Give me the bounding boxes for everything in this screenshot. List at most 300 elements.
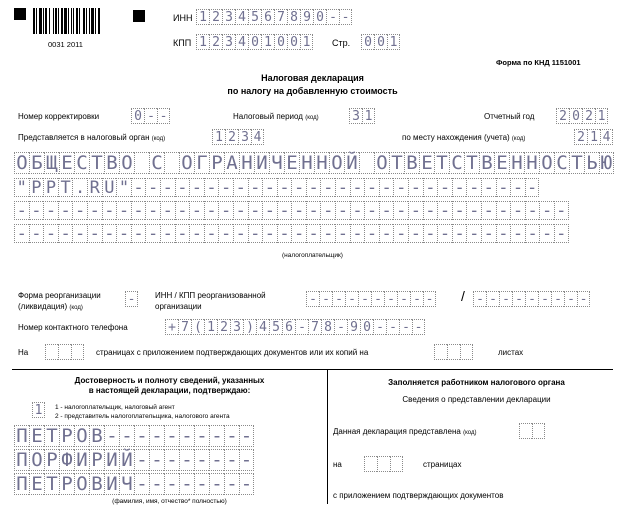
reorg-form-label: Форма реорганизации	[18, 291, 101, 300]
char-cell: -	[423, 178, 438, 197]
char-cell: 4	[251, 129, 264, 145]
char-cell: 1	[196, 9, 209, 25]
char-cell: -	[160, 224, 175, 243]
char-cell: 6	[261, 9, 274, 25]
char-cell: -	[87, 224, 102, 243]
char-cell: -	[335, 201, 350, 220]
char-cell: 1	[204, 319, 217, 335]
char-cell: -	[204, 178, 219, 197]
char-cell: -	[408, 224, 423, 243]
section-divider-vertical	[327, 369, 328, 504]
char-cell: -	[496, 201, 511, 220]
char-cell: -	[499, 291, 512, 307]
sheets-cells[interactable]	[434, 344, 473, 360]
char-cell: -	[194, 449, 209, 471]
char-cell: Й	[119, 449, 134, 471]
char-cell: И	[254, 152, 269, 174]
char-cell: О	[539, 152, 554, 174]
char-cell: Н	[509, 152, 524, 174]
char-cell: 1	[196, 34, 209, 50]
registration-marker-top-left	[14, 8, 26, 20]
char-cell: 1	[387, 34, 400, 50]
char-cell	[134, 152, 149, 174]
char-cell: -	[408, 178, 423, 197]
char-cell: P	[43, 178, 58, 197]
char-cell: 2	[209, 9, 222, 25]
char-cell: Ч	[269, 152, 284, 174]
char-cell: -	[345, 291, 358, 307]
char-cell: -	[233, 201, 248, 220]
char-cell: -	[481, 178, 496, 197]
signer-option-2: 2 - представитель налогоплательщика, налогового агента	[55, 413, 230, 420]
char-cell: 2	[225, 129, 238, 145]
char-cell: -	[510, 224, 525, 243]
char-cell: -	[496, 178, 511, 197]
pages-suffix: листах	[498, 348, 524, 357]
char-cell: -	[306, 291, 319, 307]
year-label: Отчетный год	[484, 112, 535, 121]
pages-cells[interactable]	[45, 344, 84, 360]
char-cell: В	[479, 152, 494, 174]
char-cell: -	[160, 201, 175, 220]
char-cell	[532, 423, 545, 439]
char-cell: -	[386, 319, 399, 335]
char-cell: -	[466, 224, 481, 243]
char-cell: -	[291, 178, 306, 197]
char-cell: -	[277, 224, 292, 243]
char-cell: -	[14, 201, 29, 220]
char-cell: Е	[29, 473, 44, 495]
char-cell: -	[423, 201, 438, 220]
char-cell: 7	[308, 319, 321, 335]
char-cell: Ч	[119, 473, 134, 495]
char-cell: -	[334, 319, 347, 335]
char-cell: -	[131, 224, 146, 243]
char-cell: -	[175, 224, 190, 243]
char-cell: 0	[360, 319, 373, 335]
period-label-text: Налоговый период	[233, 112, 303, 121]
char-cell: -	[350, 201, 365, 220]
char-cell: -	[102, 201, 117, 220]
char-cell: -	[335, 178, 350, 197]
char-cell: Т	[89, 152, 104, 174]
char-cell: Н	[299, 152, 314, 174]
char-cell: -	[437, 201, 452, 220]
char-cell: -	[525, 224, 540, 243]
char-cell: 0	[374, 34, 387, 50]
signer-type-cells[interactable]	[32, 402, 45, 418]
char-cell: Т	[44, 425, 59, 447]
char-cell: -	[452, 224, 467, 243]
char-cell: -	[29, 224, 44, 243]
char-cell: (	[191, 319, 204, 335]
char-cell: С	[554, 152, 569, 174]
pages-prefix: На	[18, 348, 29, 357]
char-cell: 0	[131, 108, 144, 124]
char-cell: -	[119, 425, 134, 447]
char-cell: -	[164, 473, 179, 495]
char-cell: 3	[230, 319, 243, 335]
char-cell: -	[306, 224, 321, 243]
char-cell: -	[125, 291, 138, 307]
char-cell: -	[320, 224, 335, 243]
char-cell: -	[116, 224, 131, 243]
barcode	[33, 8, 101, 34]
char-cell: 8	[287, 9, 300, 25]
taxpayer-row-1[interactable]	[14, 152, 614, 174]
char-cell: 0	[274, 34, 287, 50]
char-cell: -	[189, 224, 204, 243]
char-cell: -	[262, 224, 277, 243]
char-cell: 1	[212, 129, 225, 145]
char-cell: -	[379, 178, 394, 197]
char-cell: -	[43, 224, 58, 243]
char-cell: -	[320, 201, 335, 220]
correction-cells[interactable]	[131, 108, 170, 124]
char-cell: 9	[347, 319, 360, 335]
char-cell: А	[224, 152, 239, 174]
taxpayer-caption: (налогоплательщик)	[282, 252, 343, 259]
char-cell: С	[74, 152, 89, 174]
char-cell: Р	[59, 473, 74, 495]
char-cell: -	[144, 108, 157, 124]
reorg-inn-kpp-label-2: организации	[155, 302, 202, 311]
char-cell: -	[131, 178, 146, 197]
inn-label: ИНН	[173, 13, 193, 23]
char-cell: П	[14, 449, 29, 471]
char-cell: -	[164, 449, 179, 471]
char-cell: Т	[464, 152, 479, 174]
char-cell: Е	[494, 152, 509, 174]
char-cell: -	[397, 291, 410, 307]
char-cell: 1	[362, 108, 375, 124]
char-cell: Е	[284, 152, 299, 174]
char-cell: О	[29, 449, 44, 471]
char-cell: -	[160, 178, 175, 197]
location-label	[402, 133, 525, 144]
inn-cells[interactable]	[196, 9, 352, 25]
char-cell: +	[165, 319, 178, 335]
char-cell: 7	[274, 9, 287, 25]
char-cell	[519, 423, 532, 439]
char-cell: Т	[569, 152, 584, 174]
char-cell: -	[194, 473, 209, 495]
char-cell: )	[243, 319, 256, 335]
char-cell: О	[374, 152, 389, 174]
char-cell: 8	[321, 319, 334, 335]
char-cell: -	[399, 319, 412, 335]
reorg-kpp-cells[interactable]	[473, 291, 590, 307]
reorg-form-label-2	[18, 302, 83, 313]
char-cell: И	[74, 449, 89, 471]
char-cell: 2	[217, 319, 230, 335]
char-cell: 4	[256, 319, 269, 335]
reorg-inn-cells[interactable]	[306, 291, 436, 307]
confirm-title: Достоверность и полноту сведений, указанных	[74, 376, 265, 385]
page-label: Стр.	[332, 38, 351, 48]
name-cells[interactable]	[14, 449, 254, 471]
char-cell: 7	[178, 319, 191, 335]
char-cell: -	[175, 201, 190, 220]
char-cell: -	[204, 201, 219, 220]
char-cell: -	[577, 291, 590, 307]
submitted-code-cells[interactable]	[519, 423, 545, 439]
kpp-label: КПП	[173, 38, 192, 48]
char-cell: -	[539, 224, 554, 243]
barcode-number: 0031 2011	[48, 40, 83, 49]
char-cell: -	[486, 291, 499, 307]
surname-cells[interactable]	[14, 425, 254, 447]
char-cell: -	[43, 201, 58, 220]
char-cell: 1	[300, 34, 313, 50]
char-cell: -	[393, 224, 408, 243]
char-cell: -	[384, 291, 397, 307]
char-cell: 4	[235, 34, 248, 50]
char-cell: 1	[587, 129, 600, 145]
reorg-form-cells[interactable]	[125, 291, 138, 307]
char-cell: П	[14, 473, 29, 495]
phone-label: Номер контактного телефона	[18, 323, 128, 332]
char-cell	[364, 456, 377, 472]
char-cell: -	[481, 224, 496, 243]
char-cell: -	[248, 201, 263, 220]
submitted-label-text: Данная декларация представлена	[333, 427, 461, 436]
char-cell: 6	[282, 319, 295, 335]
char-cell: 9	[300, 9, 313, 25]
char-cell: -	[525, 201, 540, 220]
char-cell: 3	[238, 129, 251, 145]
char-cell: -	[452, 178, 467, 197]
char-cell: В	[404, 152, 419, 174]
char-cell: -	[379, 224, 394, 243]
char-cell: С	[449, 152, 464, 174]
char-cell	[58, 344, 71, 360]
char-cell: 3	[222, 34, 235, 50]
char-cell: -	[175, 178, 190, 197]
confirm-title-2: в настоящей декларации, подтверждаю:	[88, 386, 251, 395]
location-label-text: по месту нахождения (учета)	[402, 133, 510, 142]
authority-code-hint: (код)	[151, 136, 166, 142]
char-cell	[390, 456, 403, 472]
char-cell: -	[157, 108, 170, 124]
char-cell: -	[564, 291, 577, 307]
char-cell: -	[224, 425, 239, 447]
char-cell: -	[72, 224, 87, 243]
char-cell: 3	[222, 9, 235, 25]
authority-cells[interactable]	[212, 129, 264, 145]
char-cell: Ю	[600, 152, 613, 174]
char-cell: -	[452, 201, 467, 220]
char-cell	[377, 456, 390, 472]
correction-label: Номер корректировки	[18, 112, 100, 121]
taxpayer-row-3[interactable]	[14, 201, 569, 220]
char-cell: Й	[344, 152, 359, 174]
period-code-hint: (код)	[305, 115, 319, 121]
char-cell: 5	[248, 9, 261, 25]
location-cells[interactable]	[574, 129, 613, 145]
char-cell: -	[306, 201, 321, 220]
char-cell: -	[332, 291, 345, 307]
char-cell: -	[481, 201, 496, 220]
char-cell: -	[204, 224, 219, 243]
char-cell: -	[525, 291, 538, 307]
char-cell: -	[437, 224, 452, 243]
char-cell: -	[218, 178, 233, 197]
char-cell: Б	[29, 152, 44, 174]
char-cell: -	[393, 201, 408, 220]
char-cell: -	[149, 425, 164, 447]
char-cell	[45, 344, 58, 360]
taxpayer-row-2[interactable]	[14, 178, 539, 197]
char-cell: 0	[287, 34, 300, 50]
char-cell: Р	[59, 425, 74, 447]
char-cell: О	[329, 152, 344, 174]
char-cell: 4	[600, 129, 613, 145]
char-cell: -	[326, 9, 339, 25]
char-cell: 1	[32, 402, 45, 418]
char-cell: -	[525, 178, 540, 197]
char-cell: Н	[314, 152, 329, 174]
char-cell: -	[358, 291, 371, 307]
char-cell: -	[319, 291, 332, 307]
char-cell	[447, 344, 460, 360]
reorg-inn-kpp-label: ИНН / КПП реорганизованной	[155, 291, 266, 300]
char-cell: В	[104, 152, 119, 174]
year-cells[interactable]	[556, 108, 608, 124]
char-cell: 2	[556, 108, 569, 124]
char-cell: О	[119, 152, 134, 174]
char-cell: -	[149, 473, 164, 495]
char-cell: P	[29, 178, 44, 197]
char-cell: 1	[261, 34, 274, 50]
submitted-code-hint: (код)	[463, 430, 477, 436]
char-cell: -	[29, 201, 44, 220]
char-cell: Т	[389, 152, 404, 174]
char-cell: -	[408, 201, 423, 220]
char-cell: О	[14, 152, 29, 174]
char-cell: "	[116, 178, 131, 197]
document-title: Налоговая декларация	[261, 73, 364, 83]
authority-pages-cells[interactable]	[364, 456, 403, 472]
char-cell: -	[379, 201, 394, 220]
char-cell: Е	[419, 152, 434, 174]
char-cell: -	[104, 425, 119, 447]
section-divider-horizontal	[12, 369, 613, 370]
registration-marker-top-center	[133, 10, 145, 22]
char-cell: -	[102, 224, 117, 243]
char-cell: 4	[235, 9, 248, 25]
char-cell: -	[496, 224, 511, 243]
phone-cells[interactable]	[165, 319, 425, 335]
patronymic-cells[interactable]	[14, 473, 254, 495]
char-cell: -	[248, 224, 263, 243]
char-cell: -	[371, 291, 384, 307]
char-cell: 0	[313, 9, 326, 25]
char-cell: 5	[269, 319, 282, 335]
char-cell: -	[291, 201, 306, 220]
char-cell	[71, 344, 84, 360]
char-cell: -	[339, 9, 352, 25]
char-cell: -	[233, 178, 248, 197]
char-cell: -	[179, 425, 194, 447]
char-cell: -	[233, 224, 248, 243]
char-cell: -	[364, 201, 379, 220]
char-cell: -	[134, 449, 149, 471]
char-cell: -	[248, 178, 263, 197]
char-cell: С	[149, 152, 164, 174]
char-cell: -	[240, 425, 253, 447]
char-cell: -	[262, 178, 277, 197]
char-cell: -	[224, 473, 239, 495]
page-cells[interactable]	[361, 34, 400, 50]
char-cell: В	[89, 425, 104, 447]
char-cell: -	[218, 201, 233, 220]
char-cell: -	[189, 201, 204, 220]
char-cell: -	[145, 178, 160, 197]
char-cell: -	[218, 224, 233, 243]
char-cell: U	[102, 178, 117, 197]
char-cell: Т	[434, 152, 449, 174]
char-cell: -	[87, 201, 102, 220]
char-cell: Р	[44, 449, 59, 471]
char-cell: -	[423, 291, 436, 307]
char-cell: -	[209, 449, 224, 471]
char-cell: -	[306, 178, 321, 197]
barcode-bar	[100, 8, 101, 34]
char-cell: -	[473, 291, 486, 307]
char-cell: Т	[44, 473, 59, 495]
char-cell: -	[510, 178, 525, 197]
attach-label: с приложением подтверждающих документов	[333, 491, 504, 500]
char-cell: Н	[524, 152, 539, 174]
char-cell: П	[14, 425, 29, 447]
char-cell: -	[14, 224, 29, 243]
char-cell: 2	[574, 129, 587, 145]
authority-section-subtitle: Сведения о представлении декларации	[402, 395, 551, 404]
char-cell: -	[410, 291, 423, 307]
char-cell: И	[104, 473, 119, 495]
kpp-cells[interactable]	[196, 34, 313, 50]
char-cell: -	[209, 425, 224, 447]
char-cell: Г	[194, 152, 209, 174]
period-cells[interactable]	[349, 108, 375, 124]
char-cell: О	[74, 473, 89, 495]
char-cell: -	[350, 224, 365, 243]
char-cell: -	[512, 291, 525, 307]
char-cell: "	[14, 178, 29, 197]
char-cell: В	[89, 473, 104, 495]
char-cell: -	[423, 224, 438, 243]
char-cell: -	[291, 224, 306, 243]
char-cell	[164, 152, 179, 174]
char-cell: -	[373, 319, 386, 335]
char-cell: -	[412, 319, 425, 335]
reorg-slash: /	[461, 288, 465, 304]
char-cell: -	[364, 178, 379, 197]
fio-caption: (фамилия, имя, отчество* полностью)	[112, 498, 227, 505]
char-cell: И	[104, 449, 119, 471]
char-cell	[434, 344, 447, 360]
char-cell: -	[149, 449, 164, 471]
char-cell: -	[58, 201, 73, 220]
taxpayer-row-4[interactable]	[14, 224, 569, 243]
char-cell: Е	[29, 425, 44, 447]
char-cell: -	[364, 224, 379, 243]
char-cell: -	[72, 201, 87, 220]
authority-label	[18, 133, 165, 144]
char-cell: -	[295, 319, 308, 335]
char-cell: -	[145, 224, 160, 243]
